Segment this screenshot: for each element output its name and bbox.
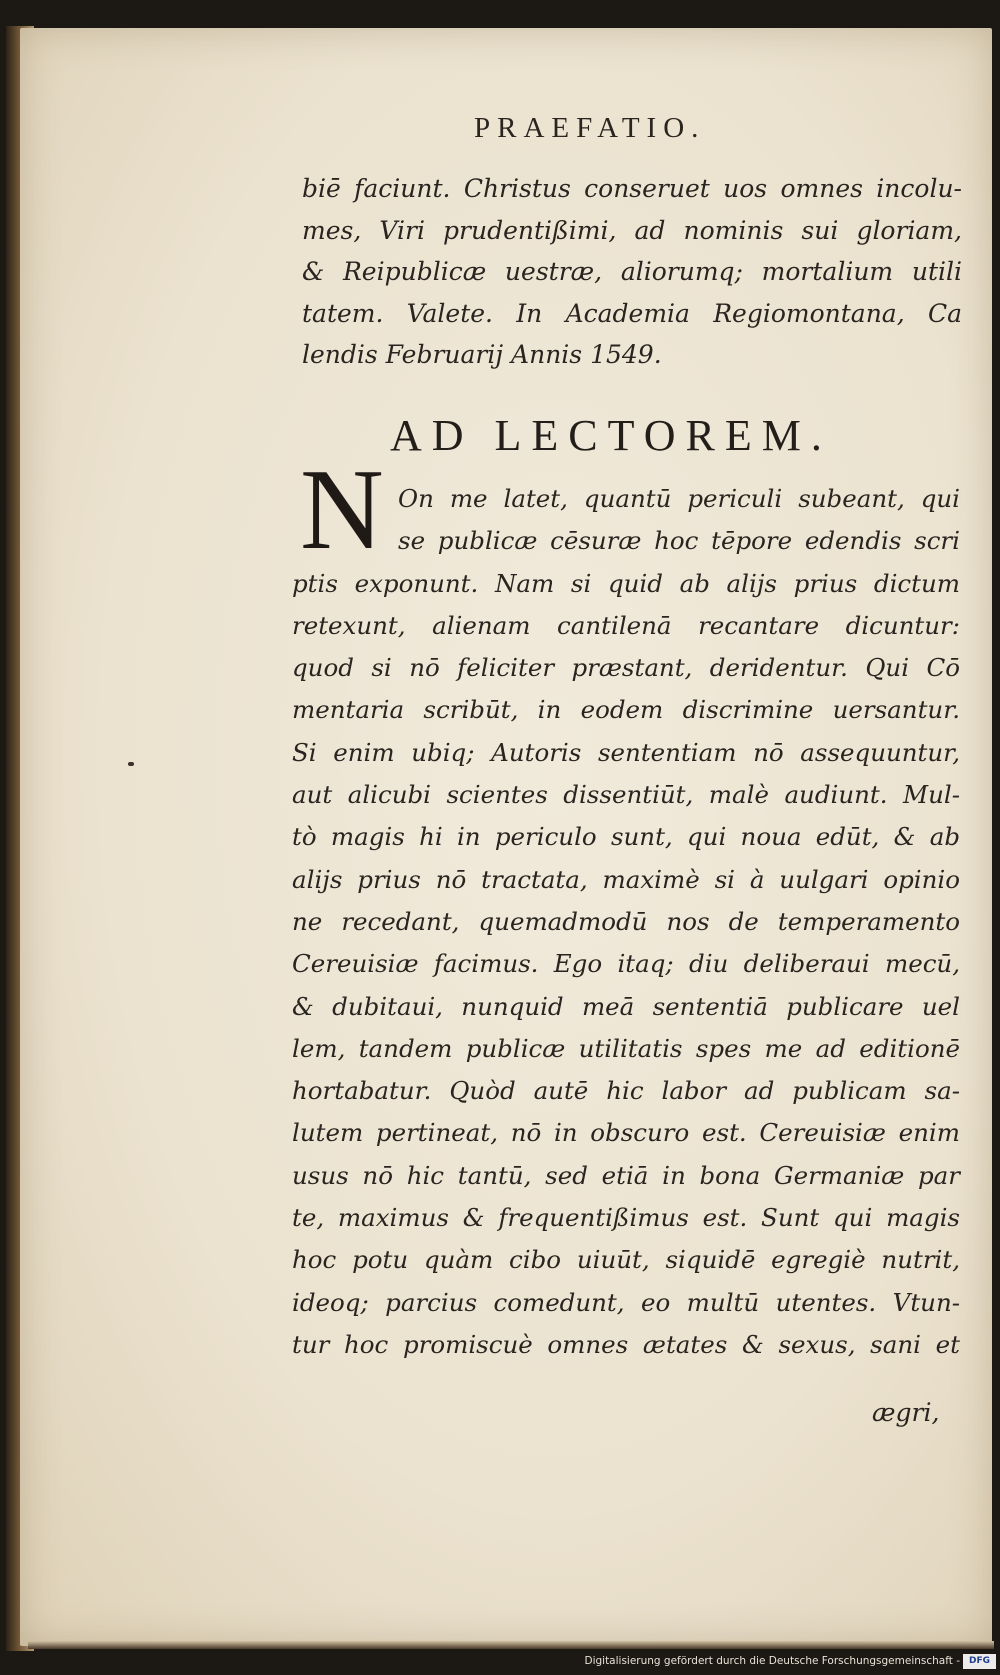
text-line: hoc potu quàm cibo uiuūt, siquidē egregiè nutrit, xyxy=(292,1245,960,1275)
ink-blot xyxy=(128,762,134,766)
page-bottom-edge xyxy=(28,1641,994,1649)
text-line: retexunt, alienam cantilenā recantare dicuntur: xyxy=(292,610,960,640)
text-line: Si enim ubiq; Autoris sententiam nō assequuntur, xyxy=(292,737,960,767)
text-line: On me latet, quantū periculi subeant, qui xyxy=(398,484,960,513)
text-line: lutem pertineat, nō in obscuro est. Cereuisiæ enim xyxy=(292,1118,960,1148)
text-line: tò magis hi in periculo sunt, qui noua edūt, & ab xyxy=(292,822,960,852)
text-line: alijs prius nō tractata, maximè si à uulgari opinio xyxy=(292,864,960,894)
text-line: hortabatur. Quòd autē hic labor ad publicam sa- xyxy=(292,1076,960,1106)
text-line: mentaria scribūt, in eodem discrimine uersantur. xyxy=(292,695,960,725)
text-line: lem, tandem publicæ utilitatis spes me ad editionē xyxy=(292,1033,960,1063)
text-line: te, maximus & frequentißimus est. Sunt qui magis xyxy=(292,1203,960,1233)
text-line: quod si nō feliciter præstant, deridentur. Qui Cō xyxy=(292,653,960,683)
text-line: ne recedant, quemadmodū nos de temperamento xyxy=(292,906,960,936)
drop-cap: N xyxy=(300,446,384,574)
section-heading: AD LECTOREM. xyxy=(390,411,832,460)
text-line: mes, Viri prudentißimi, ad nominis sui gloriam, xyxy=(302,215,962,245)
text-line: & Reipublicæ uestræ, aliorumq; mortalium utili xyxy=(302,257,962,286)
text-line: ideoq; parcius comedunt, eo multū utentes. Vtun- xyxy=(292,1287,960,1317)
text-line: Cereuisiæ facimus. Ego itaq; diu deliberaui mecū, xyxy=(292,949,960,979)
text-line: usus nō hic tantū, sed etiā in bona Germaniæ par xyxy=(292,1160,960,1190)
digitization-credit: Digitalisierung gefördert durch die Deutsche Forschungsgemeinschaft - xyxy=(584,1655,960,1667)
text-line: tatem. Valete. In Academia Regiomontana, Ca xyxy=(302,298,962,328)
preface-closing-text xyxy=(302,168,962,376)
text-line: & dubitaui, nunquid meā sententiā publicare uel xyxy=(292,991,960,1021)
text-line: biē faciunt. Christus conseruet uos omnes incolu- xyxy=(302,174,962,203)
dfg-logo: DFG xyxy=(963,1654,996,1669)
text-line: se publicæ cēsuræ hoc tēpore edendis scri xyxy=(398,526,960,556)
body-text xyxy=(292,478,960,1366)
text-line: ptis exponunt. Nam si quid ab alijs prius dictum xyxy=(292,568,960,598)
text-line: tur hoc promiscuè omnes ætates & sexus, sani et xyxy=(292,1329,960,1359)
running-head: PRAEFATIO. xyxy=(474,112,706,144)
text-line: lendis Februarij Annis 1549. xyxy=(302,340,662,369)
catchword: ægri, xyxy=(872,1398,940,1427)
text-line: aut alicubi scientes dissentiūt, malè audiunt. Mul- xyxy=(292,780,960,810)
